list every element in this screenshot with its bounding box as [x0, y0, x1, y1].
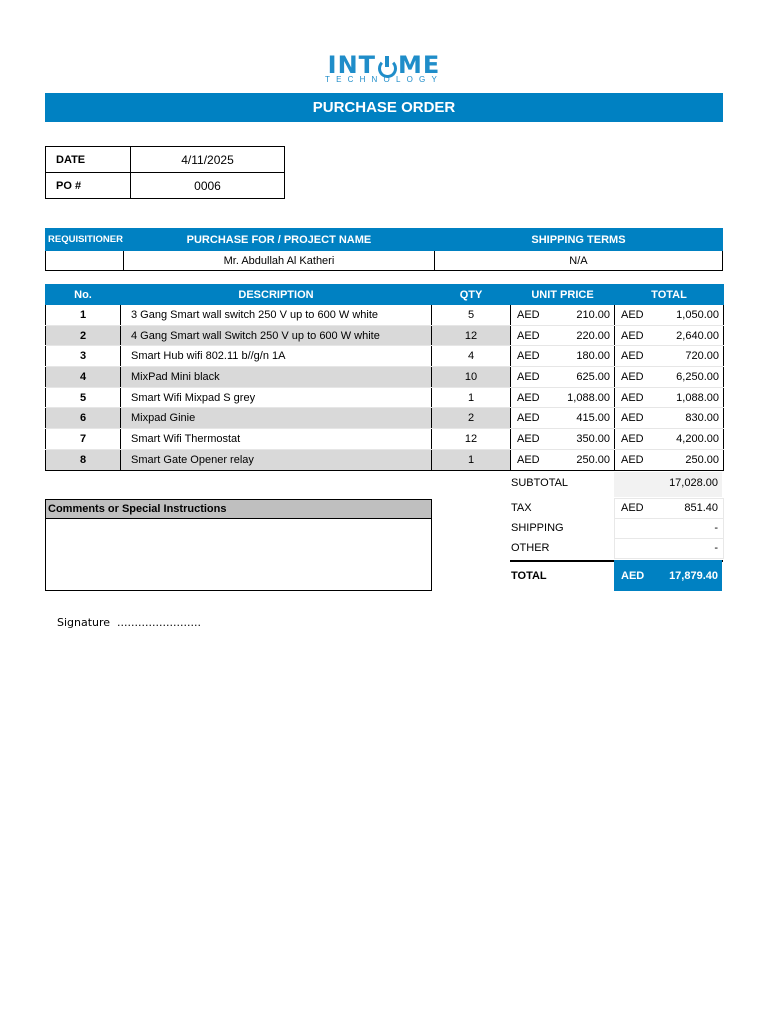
shipping-label: SHIPPING [511, 522, 564, 534]
item-price-currency: AED [511, 408, 547, 429]
item-price-currency: AED [511, 325, 547, 346]
logo-text-left: INT [327, 51, 377, 79]
order-info-table [45, 146, 285, 199]
po-label: PO # [46, 173, 131, 199]
item-qty[interactable]: 1 [432, 449, 511, 470]
shipping-row [510, 518, 723, 538]
item-total: 830.00 [651, 408, 724, 429]
item-description[interactable]: 4 Gang Smart wall Switch 250 V up to 600 W white [121, 325, 432, 346]
item-description[interactable]: Smart Wifi Thermostat [121, 429, 432, 450]
item-no: 4 [46, 367, 121, 388]
item-no: 3 [46, 346, 121, 367]
shipping-value[interactable]: - [714, 522, 718, 534]
item-no: 8 [46, 449, 121, 470]
item-total-currency: AED [615, 367, 651, 388]
item-qty[interactable]: 1 [432, 387, 511, 408]
item-total-currency: AED [615, 387, 651, 408]
item-description[interactable]: Smart Wifi Mixpad S grey [121, 387, 432, 408]
shipping-box [614, 518, 724, 539]
item-qty[interactable]: 2 [432, 408, 511, 429]
comments-label: Comments or Special Instructions [46, 500, 431, 519]
subtotal-value: 17,028.00 [669, 477, 718, 489]
item-total-currency: AED [615, 449, 651, 470]
item-unit-price[interactable]: 415.00 [547, 408, 615, 429]
item-price-currency: AED [511, 367, 547, 388]
item-price-currency: AED [511, 449, 547, 470]
item-qty[interactable]: 5 [432, 305, 511, 326]
date-value[interactable]: 4/11/2025 [131, 147, 285, 173]
item-total-currency: AED [615, 408, 651, 429]
shipping-terms-header: SHIPPING TERMS [434, 229, 722, 251]
item-description[interactable]: Smart Gate Opener relay [121, 449, 432, 470]
project-name-header: PURCHASE FOR / PROJECT NAME [123, 229, 434, 251]
item-total-currency: AED [615, 305, 651, 326]
table-row [46, 449, 724, 470]
other-value[interactable]: - [714, 542, 718, 554]
table-row [46, 346, 724, 367]
tax-value[interactable]: 851.40 [684, 502, 718, 514]
company-logo [0, 52, 768, 84]
requisitioner-header: REQUISITIONER [46, 229, 124, 251]
item-no: 7 [46, 429, 121, 450]
total-value: 17,879.40 [669, 570, 718, 582]
tax-label: TAX [511, 502, 532, 514]
item-total: 1,088.00 [651, 387, 724, 408]
item-unit-price[interactable]: 220.00 [547, 325, 615, 346]
signature-line: Signature ........................ [57, 616, 201, 629]
date-row [46, 147, 285, 173]
po-value[interactable]: 0006 [131, 173, 285, 199]
item-price-currency: AED [511, 429, 547, 450]
date-label: DATE [46, 147, 131, 173]
item-total: 250.00 [651, 449, 724, 470]
other-label: OTHER [511, 542, 550, 554]
table-row [46, 429, 724, 450]
project-name-value[interactable]: Mr. Abdullah Al Katheri [123, 251, 434, 271]
col-header-description: DESCRIPTION [121, 285, 432, 305]
item-price-currency: AED [511, 387, 547, 408]
item-no: 5 [46, 387, 121, 408]
item-no: 6 [46, 408, 121, 429]
tax-row [510, 498, 723, 518]
item-unit-price[interactable]: 250.00 [547, 449, 615, 470]
item-unit-price[interactable]: 350.00 [547, 429, 615, 450]
subtotal-row [510, 472, 723, 497]
item-unit-price[interactable]: 180.00 [547, 346, 615, 367]
item-price-currency: AED [511, 346, 547, 367]
item-unit-price[interactable]: 210.00 [547, 305, 615, 326]
total-currency: AED [621, 570, 645, 582]
other-row [510, 538, 723, 558]
item-price-currency: AED [511, 305, 547, 326]
total-label: TOTAL [511, 570, 547, 582]
shipping-terms-value[interactable]: N/A [434, 251, 722, 271]
item-total-currency: AED [615, 325, 651, 346]
item-qty[interactable]: 10 [432, 367, 511, 388]
logo-wordmark [0, 52, 768, 78]
item-no: 1 [46, 305, 121, 326]
po-row [46, 173, 285, 199]
totals-section [510, 472, 723, 593]
comments-box[interactable] [45, 499, 432, 591]
col-header-unit-price: UNIT PRICE [511, 285, 615, 305]
item-description[interactable]: 3 Gang Smart wall switch 250 V up to 600 W white [121, 305, 432, 326]
line-items-table [45, 284, 724, 471]
table-row [46, 325, 724, 346]
grand-total-row [510, 560, 723, 593]
item-description[interactable]: MixPad Mini black [121, 367, 432, 388]
page-title: PURCHASE ORDER [45, 93, 723, 122]
item-qty[interactable]: 12 [432, 429, 511, 450]
item-qty[interactable]: 4 [432, 346, 511, 367]
table-row [46, 408, 724, 429]
item-total-currency: AED [615, 429, 651, 450]
item-description[interactable]: Mixpad Ginie [121, 408, 432, 429]
logo-tagline: TECHNOLOGY [324, 75, 443, 84]
other-box [614, 538, 724, 559]
item-total: 6,250.00 [651, 367, 724, 388]
item-total-currency: AED [615, 346, 651, 367]
item-total: 2,640.00 [651, 325, 724, 346]
item-qty[interactable]: 12 [432, 325, 511, 346]
tax-currency: AED [621, 502, 644, 514]
requisition-table [45, 228, 723, 271]
item-no: 2 [46, 325, 121, 346]
col-header-total: TOTAL [615, 285, 724, 305]
table-row [46, 305, 724, 326]
item-description[interactable]: Smart Hub wifi 802.11 b//g/n 1A [121, 346, 432, 367]
item-unit-price[interactable]: 625.00 [547, 367, 615, 388]
subtotal-label: SUBTOTAL [511, 477, 569, 489]
power-icon [377, 56, 397, 74]
item-unit-price[interactable]: 1,088.00 [547, 387, 615, 408]
logo-text-right: ME [398, 51, 441, 79]
col-header-no: No. [46, 285, 121, 305]
col-header-qty: QTY [432, 285, 511, 305]
requisitioner-value[interactable] [46, 251, 124, 271]
table-row [46, 367, 724, 388]
item-total: 4,200.00 [651, 429, 724, 450]
item-total: 720.00 [651, 346, 724, 367]
table-row [46, 387, 724, 408]
item-total: 1,050.00 [651, 305, 724, 326]
